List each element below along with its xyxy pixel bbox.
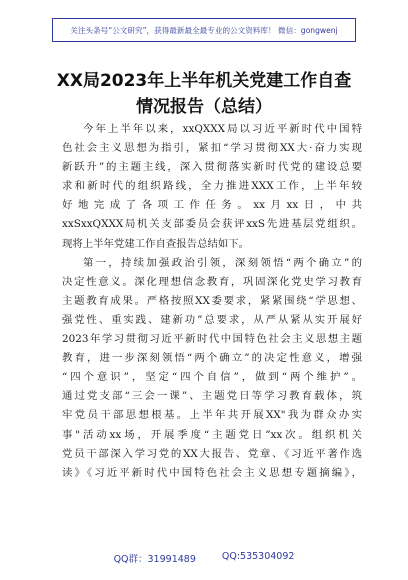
body-line: “四个意识”，坚定“四个自信”，做到“两个维护”。 [62, 371, 362, 384]
body-line: xxSxxQXXX局机关支部委员会获评xxS先进基层党组织。 [62, 218, 362, 231]
body-line: 2023年学习贯彻习近平新时代中国特色社会主义思想主题 [62, 333, 362, 346]
body-line: 决定性意义。深化理想信念教育，巩固深化党史学习教育 [62, 275, 362, 288]
document-title-line-1: XX局2023年上半年机关党建工作自查 [56, 71, 352, 91]
body-line: 第一，持续加强政治引领，深刻领悟“两个确立”的 [83, 256, 362, 269]
promo-banner [52, 18, 356, 42]
body-line: 好地完成了各项工作任务。xx月xx日，中共 [62, 199, 362, 212]
body-line: 主题教育成果。严格按照XX委要求，紧紧围绕“学思想、 [62, 294, 362, 307]
body-line: 求和新时代的组织路线，全力推进XXX工作，上半年较 [62, 180, 362, 193]
body-line: 事"活动xx场，开展季度“主题党日”xx次。组织机关 [62, 428, 362, 441]
footer-qq-contact: QQ:535304092 [221, 551, 295, 562]
body-line: 现将上半年党建工作自查报告总结如下。 [62, 237, 250, 250]
body-line: 牢党员干部思想根基。上半年共开展XX"我为群众办实 [62, 409, 362, 422]
document-title-line-2: 情况报告（总结） [136, 97, 272, 117]
footer-qq-group: QQ群：31991489 [113, 554, 196, 565]
page-footer [0, 551, 408, 565]
body-line: 教育，进一步深刻领悟“两个确立”的决定性意义，增强 [62, 352, 362, 365]
body-line: 强党性、重实践、建新功”总要求，从严从紧从实开展好 [62, 313, 362, 326]
body-line: 读》《习近平新时代中国特色社会主义思想专题摘编》， [62, 466, 362, 479]
document-body [62, 120, 362, 483]
body-line: 今年上半年以来，xxQXXX局以习近平新时代中国特 [83, 123, 362, 135]
body-line: 新跃升”的主题主线，深入贯彻落实新时代党的建设总要 [62, 161, 362, 174]
body-line: 党员干部深入学习党的XX大报告、党章、《习近平著作选 [62, 447, 362, 460]
promo-banner-text: 关注头条号“公文研究”，获得最新最全最专业的公文资料库！ 微信：gongwenj [70, 25, 338, 35]
body-line: 色社会主义思想为指引，紧扣“学习贯彻XX大·奋力实现 [62, 142, 362, 155]
body-line: 通过党支部“三会一课”、主题党日等学习教育载体，筑 [62, 390, 362, 403]
